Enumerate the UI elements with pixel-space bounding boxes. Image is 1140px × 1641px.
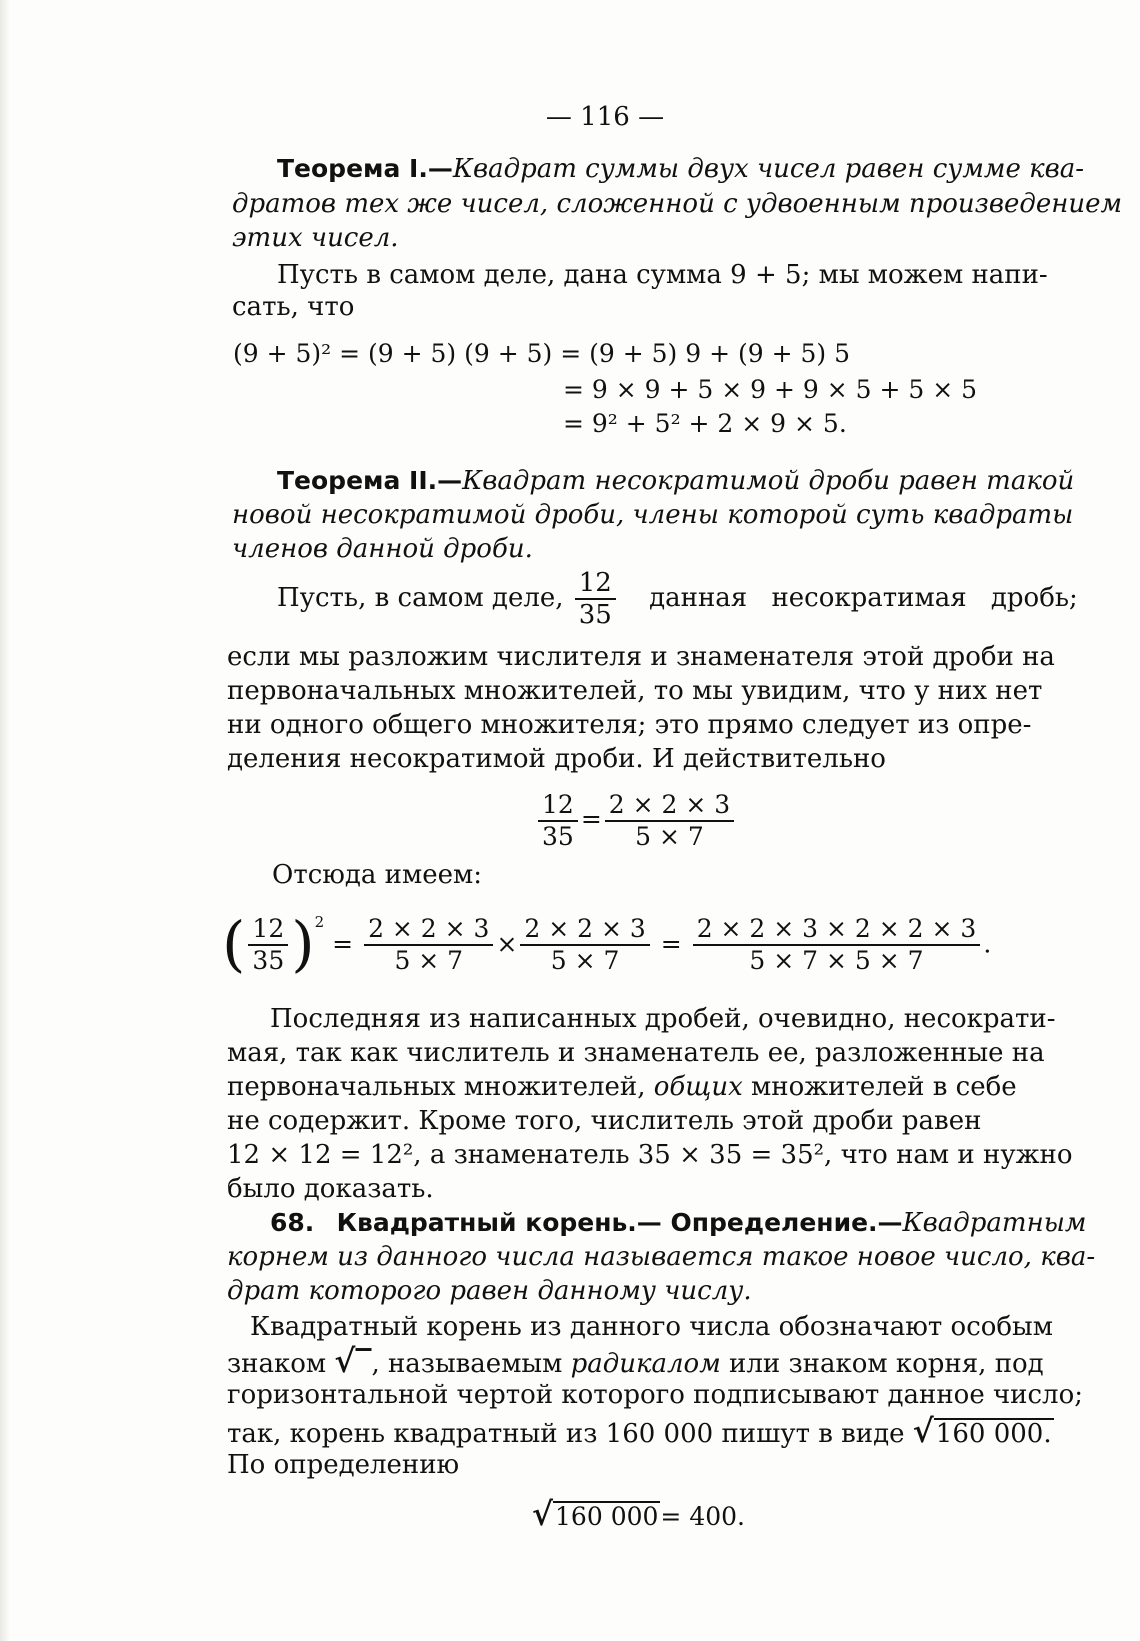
theorem2-label: Теорема II.— xyxy=(277,466,463,495)
theorem2-statement-2: новой несократимой дроби, члены которой суть квадраты xyxy=(232,500,1074,530)
para4-emphasis-radical: радикалом xyxy=(570,1349,721,1379)
eq3-factor1-num: 2 × 2 × 3 xyxy=(364,914,493,946)
radical-icon: √ xyxy=(912,1412,934,1450)
para3-line3-c: множителей в себе xyxy=(751,1072,1017,1102)
radical-symbol: √‾ xyxy=(334,1342,372,1380)
para2-line5: деления несократимой дроби. И действительно xyxy=(227,744,886,774)
section68-heading xyxy=(270,1206,1140,1240)
para4-line1: Квадратный корень из данного числа обозначают особым xyxy=(250,1312,1053,1342)
eq3-base xyxy=(248,914,288,976)
eq4-radical-icon: √ xyxy=(532,1495,554,1533)
para4-line4-a: так, корень квадратный из 160 000 пишут в виде xyxy=(227,1419,905,1449)
para2-line2: если мы разложим числителя и знаменателя этой дроби на xyxy=(227,642,1055,672)
theorem1-line1 xyxy=(277,152,1140,186)
eq2-rhs xyxy=(605,790,734,852)
para3-line1: Последняя из написанных дробей, очевидно, несократи- xyxy=(270,1004,1056,1034)
para1-line1: Пусть в самом деле, дана сумма 9 + 5; мы можем напи- xyxy=(277,260,1048,290)
eq2 xyxy=(535,790,737,852)
para2-line3: первоначальных множителей, то мы увидим, что у них нет xyxy=(227,676,1043,706)
eq3-result xyxy=(693,914,981,976)
inline-fraction xyxy=(575,568,616,630)
para2-intro-rest: данная несократимая дробь; xyxy=(649,583,1078,613)
eq3-factor1-den: 5 × 7 xyxy=(394,945,464,975)
section68-definition-1: Квадратным xyxy=(902,1208,1087,1238)
para4-line3: горизонтальной чертой которого подписывают данное число; xyxy=(227,1380,1083,1410)
section68-number: 68. xyxy=(270,1208,315,1237)
para2-line1 xyxy=(277,568,1140,632)
para4-line2-d: или знаком корня, под xyxy=(729,1349,1044,1379)
eq1-line1: (9 + 5)² = (9 + 5) (9 + 5) = (9 + 5) 9 + (9 + 5) 5 xyxy=(233,339,850,368)
para1-line2: сать, что xyxy=(232,292,355,322)
eq2-lhs-den: 35 xyxy=(542,822,574,851)
hence-line: Отсюда имеем: xyxy=(272,860,482,890)
para3-line5: 12 × 12 = 12², а знаменатель 35 × 35 = 35², что нам и нужно xyxy=(227,1140,1073,1170)
eq3: ( $\frac{12}{35}$ )$^2$ = $\frac{2 \times 2 \times 3}{5 \times 7}$ × $\frac{2 \times 2 \times 3}{5 \times 7}$ = $\frac{2 \times 2 \times 3 \times 2 \times 2 \times 3}{5 \times 7 \times 5 \times 7}$ . xyxy=(222,909,992,980)
eq3-factor2-num: 2 × 2 × 3 xyxy=(520,914,649,946)
theorem2-line1 xyxy=(277,464,1140,498)
para3-line3-a: первоначальных множителей, xyxy=(227,1072,646,1102)
para4-line2-b: , называемым xyxy=(371,1349,563,1379)
eq2-equals: = xyxy=(580,804,602,834)
eq4 xyxy=(532,1495,745,1533)
theorem1-statement-3: этих чисел. xyxy=(232,223,399,253)
eq3-period: . xyxy=(983,929,992,959)
page-number: — 116 — xyxy=(545,102,665,132)
eq1-line2: = 9 × 9 + 5 × 9 + 9 × 5 + 5 × 5 xyxy=(563,375,978,404)
para2-intro: Пусть, в самом деле, xyxy=(277,583,564,613)
theorem1-label: Теорема I.— xyxy=(277,154,453,183)
radicand-inline: 160 000. xyxy=(935,1419,1052,1449)
eq3-result-num: 2 × 2 × 3 × 2 × 2 × 3 xyxy=(693,914,981,946)
para3-line2: мая, так как числитель и знаменатель ее, разложенные на xyxy=(227,1038,1045,1068)
eq3-paren-close: ) xyxy=(291,909,315,980)
theorem2-statement-1: Квадрат несократимой дроби равен такой xyxy=(462,466,1075,496)
eq2-lhs-num: 12 xyxy=(538,790,578,822)
theorem1-statement-1: Квадрат суммы двух чисел равен сумме ква- xyxy=(452,154,1085,184)
theorem2-statement-3: членов данной дроби. xyxy=(232,534,533,564)
eq3-base-num: 12 xyxy=(248,914,288,946)
para2-line4: ни одного общего множителя; это прямо следует из опре- xyxy=(227,710,1032,740)
eq3-times: × xyxy=(496,929,518,959)
eq2-rhs-den: 5 × 7 xyxy=(635,822,704,851)
section68-title: Квадратный корень.— Определение.— xyxy=(336,1208,903,1237)
eq1-line3: = 9² + 5² + 2 × 9 × 5. xyxy=(563,409,847,438)
section68-definition-3: драт которого равен данному числу. xyxy=(227,1276,752,1306)
para3-line6: было доказать. xyxy=(227,1174,434,1204)
eq3-exponent: 2 xyxy=(314,913,325,931)
para4-line2 xyxy=(227,1344,1140,1381)
eq3-factor2-den: 5 × 7 xyxy=(550,945,620,975)
inline-fraction-den: 35 xyxy=(578,600,612,630)
eq4-result: = 400. xyxy=(660,1502,745,1531)
eq2-lhs xyxy=(538,790,578,852)
para4-line2-a: знаком xyxy=(227,1349,327,1379)
eq3-factor1 xyxy=(364,914,493,976)
eq3-factor2 xyxy=(520,914,649,976)
para3-line4: не содержит. Кроме того, числитель этой дроби равен xyxy=(227,1106,982,1136)
section68-definition-2: корнем из данного числа называется такое новое число, ква- xyxy=(227,1242,1096,1272)
eq4-radicand: 160 000 xyxy=(555,1502,659,1531)
para3-emphasis-common: общих xyxy=(653,1072,743,1102)
para3-line3 xyxy=(227,1070,1140,1104)
eq3-result-den: 5 × 7 × 5 × 7 xyxy=(749,945,924,975)
theorem1-statement-2: дратов тех же чисел, сложенной с удвоенным произведением xyxy=(232,189,1123,219)
inline-fraction-num: 12 xyxy=(575,568,616,600)
eq3-paren-open: ( xyxy=(222,909,246,980)
para4-line4 xyxy=(227,1414,1140,1451)
page-edge-shadow xyxy=(0,0,10,1641)
para4-line5: По определению xyxy=(227,1450,460,1480)
eq2-rhs-num: 2 × 2 × 3 xyxy=(605,790,734,822)
eq3-base-den: 35 xyxy=(252,945,285,975)
